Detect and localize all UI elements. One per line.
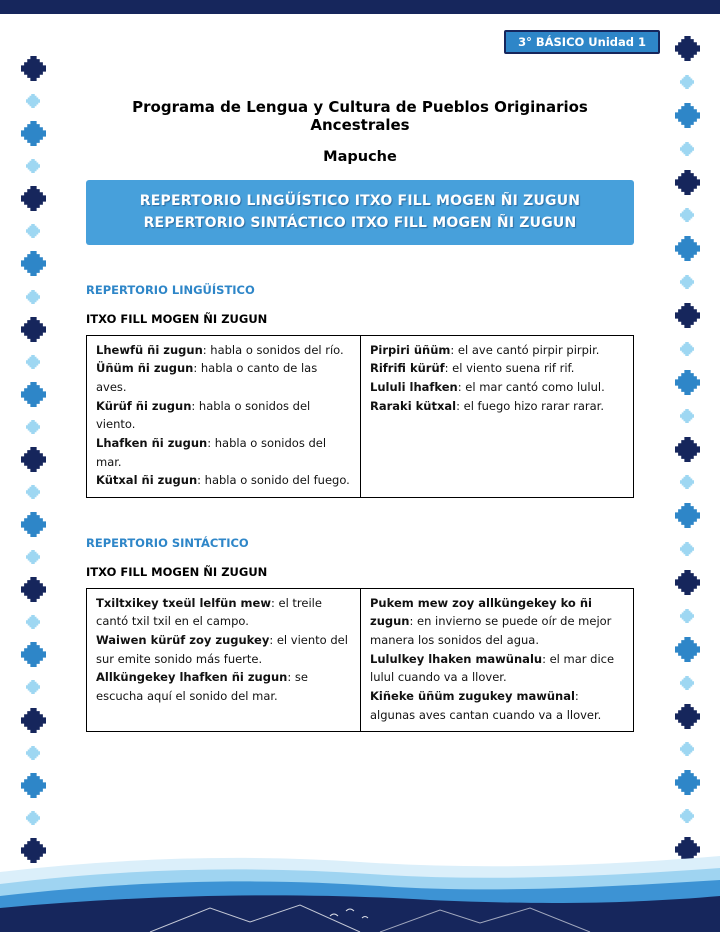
table-entry — [96, 594, 351, 631]
table-entry — [370, 594, 624, 650]
linguistic-repertoire-table — [86, 335, 634, 498]
entry-term: Pukem mew zoy allküngekey ko ñi zugun — [370, 595, 592, 629]
table-left-column — [87, 589, 360, 731]
mapuche-ornament-icon — [21, 56, 46, 81]
mapuche-ornament-icon — [26, 811, 40, 825]
entry-term: Lululi lhafken — [370, 380, 458, 395]
section-repertorio-linguistico — [86, 283, 634, 498]
entry-translation: : el viento del sur emite sonido más fuerte. — [96, 633, 348, 666]
mapuche-ornament-icon — [26, 485, 40, 499]
entry-term: Txiltxikey txeül lelfün mew — [96, 595, 271, 610]
mapuche-ornament-icon — [21, 773, 46, 798]
section-subheading-sintactico: ITXO FILL MOGEN ÑI ZUGUN — [86, 564, 268, 579]
table-right-column — [360, 589, 633, 731]
banner-line-2: REPERTORIO SINTÁCTICO ITXO FILL MOGEN ÑI ZUGUN — [143, 215, 577, 232]
table-entry — [370, 378, 624, 397]
program-title: Programa de Lengua y Cultura de Pueblos Originarios Ancestrales — [132, 98, 588, 134]
mapuche-ornament-icon — [26, 550, 40, 564]
entry-term: Raraki kütxal — [370, 398, 457, 413]
entry-translation: : el viento suena rif rif. — [444, 361, 575, 376]
table-entry — [96, 359, 351, 396]
mapuche-ornament-icon — [680, 609, 694, 623]
mapuche-ornament-icon — [26, 290, 40, 304]
entry-translation: : habla o sonidos del viento. — [96, 398, 311, 432]
table-entry — [96, 397, 351, 434]
entry-term: Kiñeke üñüm zugukey mawünal — [370, 688, 575, 703]
section-subheading-linguistico: ITXO FILL MOGEN ÑI ZUGUN — [86, 311, 268, 326]
entry-translation: : el mar dice lulul cuando va a llover. — [370, 651, 615, 685]
entry-term: Allküngekey lhafken ñi zugun — [96, 670, 288, 685]
mapuche-ornament-icon — [680, 809, 694, 823]
table-entry — [96, 668, 351, 705]
mapuche-ornament-icon — [21, 251, 46, 276]
banner-line-1: REPERTORIO LINGÜÍSTICO ITXO FILL MOGEN ÑI ZUGUN — [139, 193, 581, 209]
mapuche-ornament-icon — [26, 224, 40, 238]
entry-translation: : el mar cantó como lulul. — [457, 380, 605, 395]
mapuche-ornament-icon — [675, 370, 700, 395]
page-content — [86, 0, 634, 732]
entry-translation: : habla o canto de las aves. — [96, 361, 318, 395]
mapuche-ornament-icon — [675, 170, 700, 195]
table-entry — [96, 471, 351, 490]
left-border-ornament — [16, 56, 50, 890]
table-entry — [370, 397, 624, 416]
mapuche-ornament-icon — [21, 708, 46, 733]
table-entry — [96, 434, 351, 471]
mapuche-ornament-icon — [26, 420, 40, 434]
mapuche-ornament-icon — [675, 36, 700, 61]
mapuche-ornament-icon — [21, 642, 46, 667]
mapuche-ornament-icon — [680, 542, 694, 556]
entry-translation: : en invierno se puede oír de mejor manera los sonidos del agua. — [370, 614, 612, 648]
mapuche-ornament-icon — [680, 208, 694, 222]
right-border-ornament — [670, 36, 704, 890]
entry-translation: : el fuego hizo rarar rarar. — [456, 398, 604, 413]
culture-title: Mapuche — [323, 149, 397, 165]
mapuche-ornament-icon — [21, 577, 46, 602]
mapuche-ornament-icon — [680, 342, 694, 356]
mapuche-ornament-icon — [21, 317, 46, 342]
entry-translation: : habla o sonidos del río. — [202, 342, 344, 357]
entry-term: Kütxal ñi zugun — [96, 473, 198, 488]
table-entry — [370, 650, 624, 687]
mapuche-ornament-icon — [680, 742, 694, 756]
entry-translation: : habla o sonido del fuego. — [197, 473, 350, 488]
mapuche-ornament-icon — [680, 142, 694, 156]
mapuche-ornament-icon — [680, 475, 694, 489]
entry-term: Lululkey lhaken mawünalu — [370, 651, 543, 666]
table-right-column — [360, 336, 633, 497]
table-entry — [96, 341, 351, 360]
section-heading-sintactico: REPERTORIO SINTÁCTICO — [86, 535, 249, 550]
mapuche-ornament-icon — [675, 236, 700, 261]
mapuche-ornament-icon — [21, 447, 46, 472]
entry-translation: : el ave cantó pirpir pirpir. — [450, 342, 600, 357]
mapuche-ornament-icon — [26, 94, 40, 108]
entry-term: Rifrifi kürüf — [370, 361, 445, 376]
table-entry — [370, 687, 624, 724]
entry-term: Üñüm ñi zugun — [96, 361, 194, 376]
entry-term: Pirpiri üñüm — [370, 342, 451, 357]
repertoire-banner — [86, 180, 634, 245]
mapuche-ornament-icon — [675, 770, 700, 795]
unit-badge: 3° BÁSICO Unidad 1 — [504, 30, 660, 54]
table-entry — [370, 359, 624, 378]
mapuche-ornament-icon — [21, 382, 46, 407]
mapuche-ornament-icon — [680, 676, 694, 690]
mapuche-ornament-icon — [26, 159, 40, 173]
entry-translation: : algunas aves cantan cuando va a llover. — [370, 688, 602, 722]
mapuche-ornament-icon — [26, 746, 40, 760]
entry-translation: : el treile cantó txil txil en el campo. — [96, 595, 322, 629]
entry-translation: : habla o sonidos del mar. — [96, 435, 327, 469]
syntactic-repertoire-table — [86, 588, 634, 732]
mapuche-ornament-icon — [675, 303, 700, 328]
mapuche-ornament-icon — [680, 275, 694, 289]
entry-term: Lhewfü ñi zugun — [96, 342, 203, 357]
mapuche-ornament-icon — [675, 637, 700, 662]
section-heading-linguistico: REPERTORIO LINGÜÍSTICO — [86, 282, 255, 297]
footer-wave-decoration — [0, 848, 720, 932]
mapuche-ornament-icon — [675, 103, 700, 128]
mapuche-ornament-icon — [675, 503, 700, 528]
entry-term: Waiwen kürüf zoy zugukey — [96, 633, 270, 648]
table-entry — [96, 631, 351, 668]
entry-term: Kürüf ñi zugun — [96, 398, 192, 413]
entry-translation: : se escucha aquí el sonido del mar. — [96, 670, 308, 703]
entry-term: Lhafken ñi zugun — [96, 435, 208, 450]
mapuche-ornament-icon — [675, 570, 700, 595]
mapuche-ornament-icon — [675, 437, 700, 462]
mapuche-ornament-icon — [26, 680, 40, 694]
mapuche-ornament-icon — [26, 615, 40, 629]
mapuche-ornament-icon — [21, 121, 46, 146]
mapuche-ornament-icon — [680, 75, 694, 89]
mapuche-ornament-icon — [26, 355, 40, 369]
mapuche-ornament-icon — [680, 409, 694, 423]
mapuche-ornament-icon — [21, 186, 46, 211]
table-left-column — [87, 336, 360, 497]
mapuche-ornament-icon — [675, 704, 700, 729]
mapuche-ornament-icon — [21, 512, 46, 537]
section-repertorio-sintactico — [86, 536, 634, 732]
table-entry — [370, 341, 624, 360]
